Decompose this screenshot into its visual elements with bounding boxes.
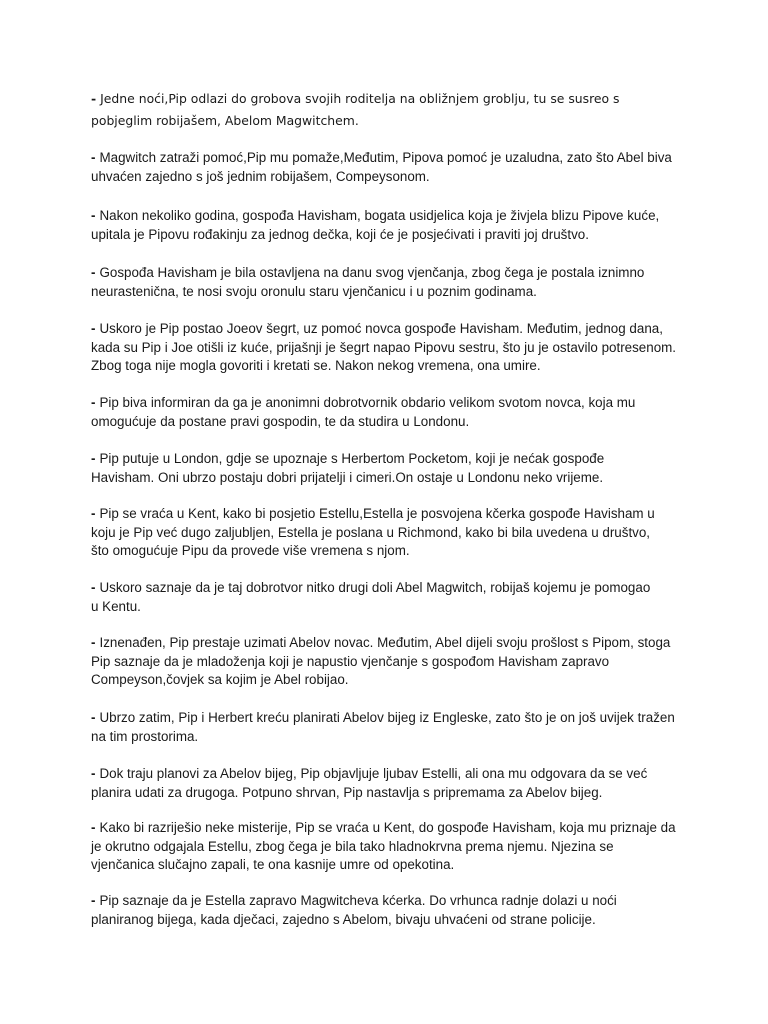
paragraph-text: Uskoro je Pip postao Joeov šegrt, uz pomoć novca gospođe Havisham. Međutim, jednog dana, kada su Pip i Joe otišli iz kuće, prijašnji je šegrt napao Pipovu sestru, što ju je ostavilo potresenom. Zbog toga nije mogla govoriti i kretati se. Nakon nekog vremena, ona umire. xyxy=(91,321,677,373)
paragraph-text: Kako bi razriješio neke misterije, Pip se vraća u Kent, do gospođe Havisham, koja mu priznaje da je okrutno odgajala Estellu, zbog čega je bila tako hladnokrvna prema njemu. Njezina se vjenčanica slučajno zapali, te ona kasnije umre od opekotina. xyxy=(91,820,676,872)
bullet-dash: - xyxy=(91,506,96,521)
paragraph-5 xyxy=(91,320,681,376)
paragraph-text: Pip se vraća u Kent, kako bi posjetio Estellu,Estella je posvojena kčerka gospođe Havisham u koju je Pip već dugo zaljubljen, Estella je poslana u Richmond, kako bi bila uvedena u društvo, što omogućuje Pipu da provede više vremena s njom. xyxy=(91,506,655,558)
paragraph-text: Dok traju planovi za Abelov bijeg, Pip objavljuje ljubav Estelli, ali ona mu odgovara da se već planira udati za drugoga. Potpuno shrvan, Pip nastavlja s pripremama za Abelov bijeg. xyxy=(91,766,648,800)
paragraph-2 xyxy=(91,149,681,186)
paragraph-10 xyxy=(91,634,681,690)
paragraph-1 xyxy=(91,88,651,132)
bullet-dash: - xyxy=(91,265,96,280)
paragraph-9 xyxy=(91,579,651,616)
paragraph-3 xyxy=(91,207,671,244)
paragraph-text: Nakon nekoliko godina, gospođa Havisham, bogata usidjelica koja je živjela blizu Pipove kuće, upitala je Pipovu rođakinju za jednog dečka, koji će je posjećivati i praviti joj društvo. xyxy=(91,208,660,242)
bullet-dash: - xyxy=(91,208,96,223)
bullet-dash: - xyxy=(91,150,96,165)
paragraph-text: Gospođa Havisham je bila ostavljena na danu svog vjenčanja, zbog čega je postala iznimno neurastenična, te nosi svoju oronulu staru vjenčanicu i u poznim godinama. xyxy=(91,265,645,299)
bullet-dash: - xyxy=(91,395,96,410)
bullet-dash: - xyxy=(91,893,96,908)
paragraph-text: Jedne noći,Pip odlazi do grobova svojih roditelja na obližnjem groblju, tu se susreo s pobjeglim robijašem, Abelom Magwitchem. xyxy=(91,91,620,128)
paragraph-text: Uskoro saznaje da je taj dobrotvor nitko drugi doli Abel Magwitch, robijaš kojemu je pomogao u Kentu. xyxy=(91,580,651,614)
bullet-dash: - xyxy=(91,820,96,835)
bullet-dash: - xyxy=(91,766,96,781)
bullet-dash: - xyxy=(91,580,96,595)
bullet-dash: - xyxy=(91,710,96,725)
paragraph-6 xyxy=(91,394,681,431)
paragraph-12 xyxy=(91,765,681,802)
paragraph-11 xyxy=(91,709,676,746)
paragraph-text: Pip putuje u London, gdje se upoznaje s Herbertom Pocketom, koji je nećak gospođe Havisham. Oni ubrzo postaju dobri prijatelji i cimeri.On ostaje u Londonu neko vrijeme. xyxy=(91,451,605,485)
bullet-dash: - xyxy=(91,321,96,336)
paragraph-4 xyxy=(91,264,651,301)
paragraph-text: Pip saznaje da je Estella zapravo Magwitcheva kćerka. Do vrhunca radnje dolazi u noći planiranog bijega, kada dječaci, zajedno s Abelom, bivaju uhvaćeni od strane policije. xyxy=(91,893,617,927)
bullet-dash: - xyxy=(91,451,96,466)
paragraph-text: Iznenađen, Pip prestaje uzimati Abelov novac. Međutim, Abel dijeli svoju prošlost s Pipom, stoga Pip saznaje da je mladoženja koji je napustio vjenčanje s gospođom Havisham zapravo Compeyson,čovjek sa kojim je Abel robijao. xyxy=(91,635,671,687)
paragraph-text: Ubrzo zatim, Pip i Herbert kreću planirati Abelov bijeg iz Engleske, zato što je on još uvijek tražen na tim prostorima. xyxy=(91,710,675,744)
bullet-dash: - xyxy=(91,91,97,106)
paragraph-7 xyxy=(91,450,659,487)
paragraph-8 xyxy=(91,505,666,561)
bullet-dash: - xyxy=(91,635,96,650)
paragraph-text: Pip biva informiran da ga je anonimni dobrotvornik obdario velikom svotom novca, koja mu omogućuje da postane pravi gospodin, te da studira u Londonu. xyxy=(91,395,636,429)
paragraph-14 xyxy=(91,892,666,929)
paragraph-13 xyxy=(91,819,676,875)
paragraph-text: Magwitch zatraži pomoć,Pip mu pomaže,Međutim, Pipova pomoć je uzaludna, zato što Abel biva uhvaćen zajedno s još jednim robijašem, Compeysonom. xyxy=(91,150,672,184)
